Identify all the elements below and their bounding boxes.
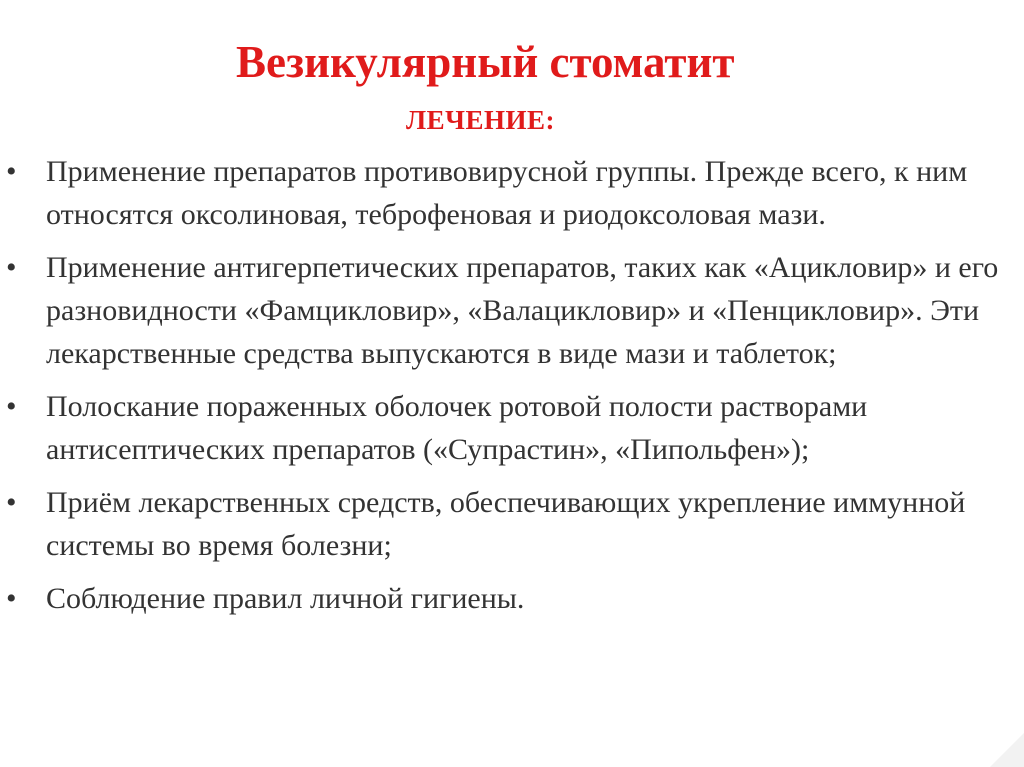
- list-item: [0, 385, 1010, 471]
- list-item: [0, 150, 1010, 236]
- bullet-icon: •: [6, 486, 17, 519]
- list-item: [0, 577, 1010, 620]
- bullet-icon: •: [6, 582, 17, 615]
- slide-title: Везикулярный стоматит: [236, 37, 735, 87]
- bullet-text: Применение антигерпетических препаратов, таких как «Ацикловир» и его разновидности «Фамцикловир», «Валацикловир» и «Пенцикловир». Эти лекарственные средства выпускаются в виде мази и таблеток;: [46, 251, 999, 370]
- bullet-icon: •: [6, 155, 17, 188]
- bullet-text: Соблюдение правил личной гигиены.: [46, 582, 525, 615]
- slide-subtitle: ЛЕЧЕНИЕ:: [406, 105, 555, 135]
- bullet-icon: •: [6, 251, 17, 284]
- bullet-icon: •: [6, 390, 17, 423]
- bullet-text: Приём лекарственных средств, обеспечивающих укрепление иммунной системы во время болезни;: [46, 486, 966, 562]
- list-item: [0, 246, 1010, 375]
- list-item: [0, 481, 1010, 567]
- page-corner-decoration: [990, 733, 1024, 767]
- bullet-text: Применение препаратов противовирусной группы. Прежде всего, к ним относятся оксолиновая, теброфеновая и риодоксоловая мази.: [46, 155, 968, 231]
- bullet-list: [0, 150, 1010, 630]
- bullet-text: Полоскание пораженных оболочек ротовой полости растворами антисептических препаратов («Супрастин», «Пипольфен»);: [46, 390, 868, 466]
